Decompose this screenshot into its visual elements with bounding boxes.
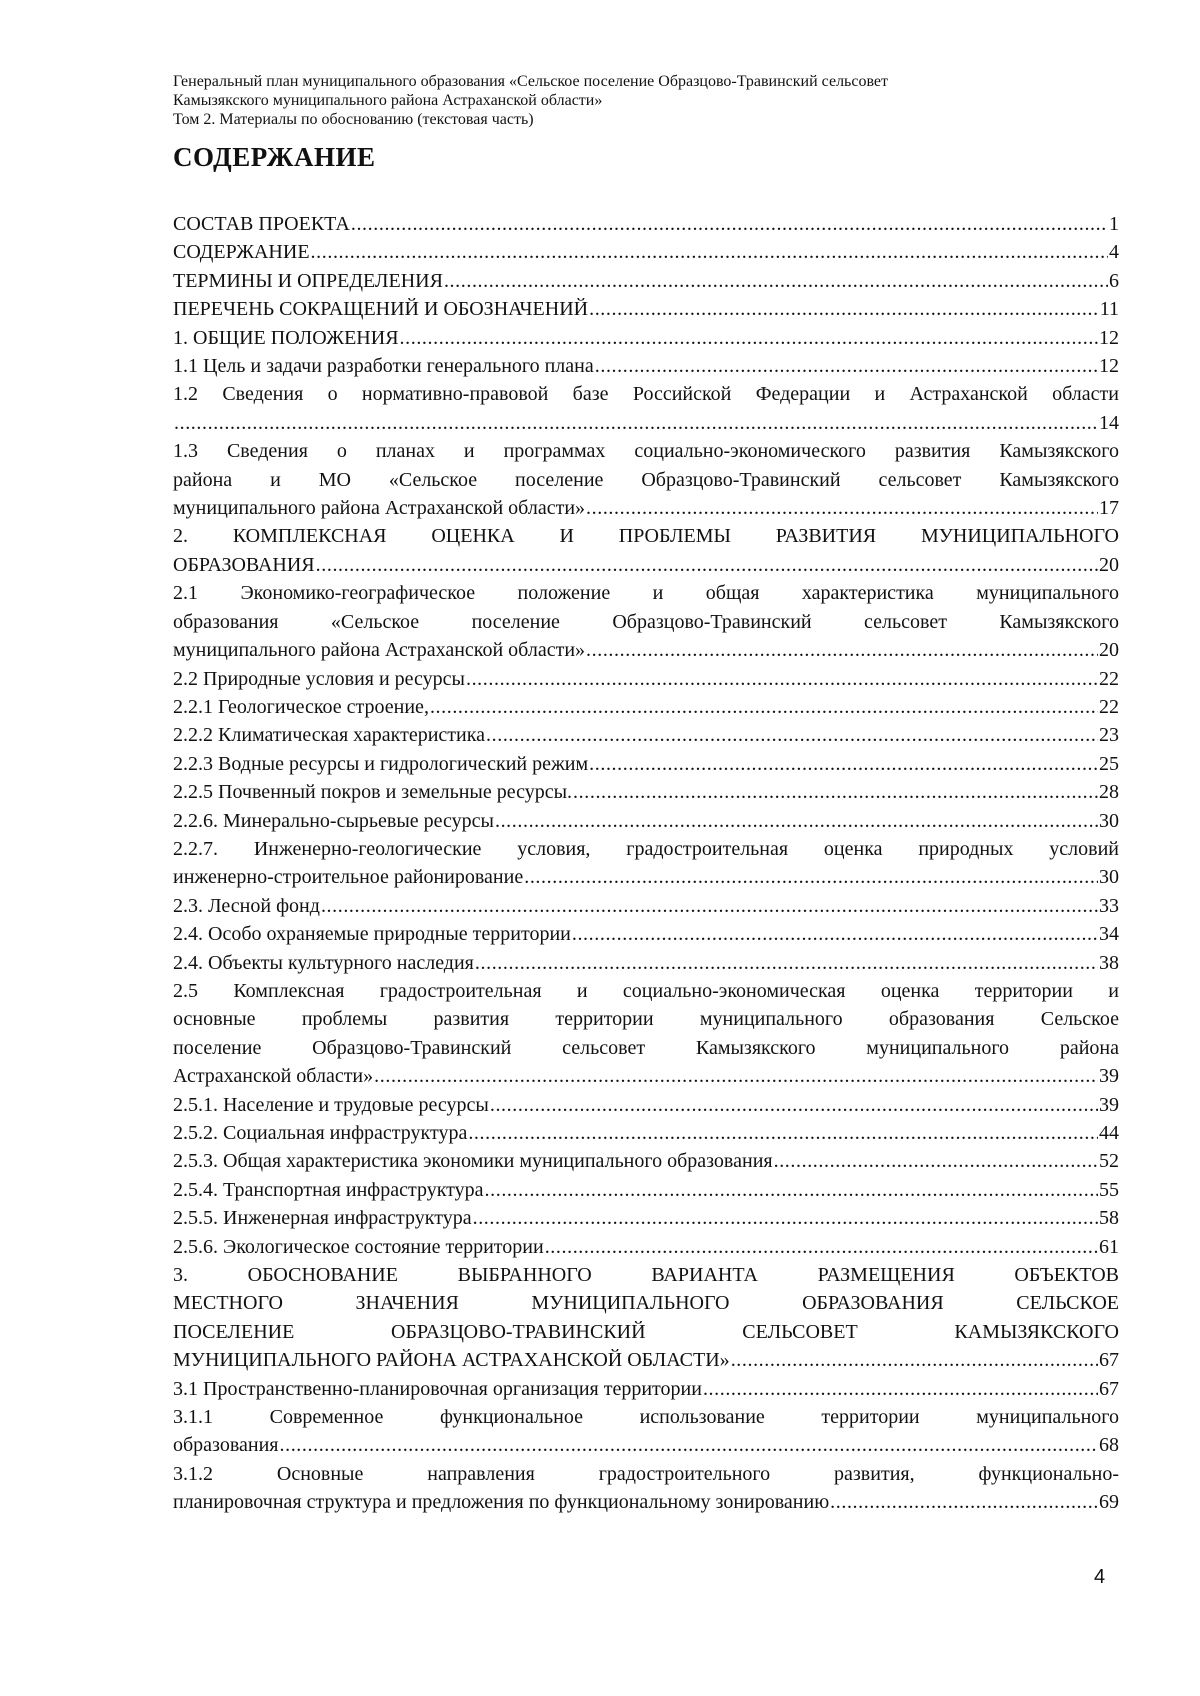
toc-entry-page: 68 xyxy=(1099,1434,1119,1457)
toc-entry-page: 20 xyxy=(1099,639,1119,662)
toc-entry-title: 2.5.1. Население и трудовые ресурсы xyxy=(173,1093,489,1116)
toc-entry-line: 2.2.7. Инженерно-геологические условия, градостроительная оценка природных условий xyxy=(173,837,1119,860)
toc-entry-page: 52 xyxy=(1099,1150,1119,1173)
toc-leader-dots xyxy=(524,863,1098,891)
toc-leader-dots xyxy=(495,807,1098,835)
toc-leader-dots xyxy=(589,295,1099,323)
toc-entry-title: СОДЕРЖАНИЕ xyxy=(173,241,310,264)
toc-entry[interactable] xyxy=(173,210,1119,238)
toc-leader-dots xyxy=(703,1375,1098,1403)
toc-entry[interactable] xyxy=(173,267,1119,295)
toc-entry-last-line xyxy=(173,1176,1119,1204)
toc-entry-title: 2.2.1 Геологическое строение, xyxy=(173,695,429,718)
toc-entry-title: СОСТАВ ПРОЕКТА xyxy=(173,213,350,235)
toc-entry-title: 2.4. Особо охраняемые природные территории xyxy=(173,923,571,946)
toc-entry-page: 11 xyxy=(1099,298,1119,321)
toc-entry-last-line xyxy=(173,807,1119,835)
toc-entry-title: 3.1 Пространственно-планировочная организация территории xyxy=(173,1377,702,1400)
toc-leader-dots xyxy=(545,1233,1098,1261)
table-of-contents xyxy=(173,210,1119,1517)
toc-leader-dots xyxy=(573,778,1098,806)
toc-entry[interactable] xyxy=(173,1147,1119,1175)
toc-entry-last-line xyxy=(173,1119,1119,1147)
toc-entry-line: основные проблемы развития территории муниципального образования Сельское xyxy=(173,1008,1119,1031)
toc-entry-title: 2.5.3. Общая характеристика экономики муниципального образования xyxy=(173,1150,773,1173)
document-header xyxy=(173,72,1123,129)
toc-entry-line: района и МО «Сельское поселение Образцово-Травинский сельсовет Камызякского xyxy=(173,468,1119,491)
toc-leader-dots xyxy=(774,1147,1098,1175)
toc-entry-last-line xyxy=(173,665,1119,693)
toc-entry-page: 30 xyxy=(1099,809,1119,832)
toc-leader-dots xyxy=(466,665,1098,693)
toc-entry-page: 61 xyxy=(1099,1235,1119,1258)
toc-entry-title: 2.2.2 Климатическая характеристика xyxy=(173,724,486,747)
toc-leader-dots xyxy=(595,352,1098,380)
toc-entry-page: 12 xyxy=(1099,355,1119,378)
toc-leader-dots xyxy=(374,1062,1098,1090)
toc-entry-title: 2.2.5 Почвенный покров и земельные ресурсы. xyxy=(173,781,573,804)
toc-entry-last-line xyxy=(173,1488,1119,1516)
toc-leader-dots xyxy=(321,892,1098,920)
toc-entry[interactable] xyxy=(173,807,1119,835)
toc-entry-title: 2.2.3 Водные ресурсы и гидрологический режим xyxy=(173,752,589,775)
toc-entry-last-line xyxy=(173,1062,1119,1090)
toc-leader-dots xyxy=(316,551,1098,579)
toc-entry[interactable] xyxy=(173,1176,1119,1204)
toc-entry-last-line xyxy=(173,721,1119,749)
toc-entry-line: 2.1 Экономико-географическое положение и общая характеристика муниципального xyxy=(173,582,1119,605)
toc-leader-dots xyxy=(731,1346,1098,1374)
toc-entry-page: 44 xyxy=(1099,1122,1119,1144)
toc-entry-page: 67 xyxy=(1099,1377,1119,1400)
toc-entry-title: 1.1 Цель и задачи разработки генерального плана xyxy=(173,355,594,378)
toc-entry-page: 58 xyxy=(1099,1207,1119,1230)
toc-entry[interactable] xyxy=(173,295,1119,323)
toc-entry-last-line xyxy=(173,636,1119,664)
toc-entry-line: 3.1.2 Основные направления градостроительного развития, функционально- xyxy=(173,1462,1119,1485)
toc-entry-last-line xyxy=(173,1091,1119,1119)
toc-entry-line: 3. ОБОСНОВАНИЕ ВЫБРАННОГО ВАРИАНТА РАЗМЕЩЕНИЯ ОБЪЕКТОВ xyxy=(173,1264,1119,1287)
toc-entry-last-line xyxy=(173,238,1119,266)
toc-leader-dots xyxy=(473,1204,1098,1232)
toc-entry-page: 28 xyxy=(1099,781,1119,804)
toc-entry-title: муниципального района Астраханской области» xyxy=(173,497,586,520)
toc-entry-last-line xyxy=(173,324,1119,352)
toc-entry-page: 30 xyxy=(1099,866,1119,889)
toc-entry[interactable] xyxy=(173,665,1119,693)
toc-entry-title: муниципального района Астраханской области» xyxy=(173,639,586,662)
toc-entry-last-line xyxy=(173,949,1119,977)
toc-entry[interactable] xyxy=(173,892,1119,920)
toc-leader-dots xyxy=(430,693,1098,721)
toc-entry-page: 23 xyxy=(1099,724,1119,747)
page-number: 4 xyxy=(1094,1566,1106,1588)
toc-entry-page: 34 xyxy=(1099,923,1119,946)
toc-entry-last-line xyxy=(173,750,1119,778)
toc-entry[interactable] xyxy=(173,949,1119,977)
toc-entry[interactable] xyxy=(173,380,1119,437)
toc-leader-dots xyxy=(586,636,1098,664)
toc-entry[interactable] xyxy=(173,750,1119,778)
toc-entry-page: 33 xyxy=(1099,894,1119,917)
toc-leader-dots xyxy=(486,721,1098,749)
toc-entry-page: 55 xyxy=(1099,1178,1119,1201)
toc-leader-dots xyxy=(311,238,1108,266)
toc-leader-dots xyxy=(490,1091,1098,1119)
toc-entry-last-line xyxy=(173,1233,1119,1261)
toc-entry-page: 4 xyxy=(1109,241,1119,264)
toc-entry-page: 39 xyxy=(1099,1065,1119,1088)
toc-entry-line: 1.2 Сведения о нормативно-правовой базе Российской Федерации и Астраханской области xyxy=(173,383,1119,406)
toc-entry-page: 22 xyxy=(1099,667,1119,690)
toc-leader-dots xyxy=(351,210,1108,238)
toc-entry-last-line xyxy=(173,693,1119,721)
toc-entry-page: 22 xyxy=(1099,695,1119,718)
toc-entry-title: 2.5.5. Инженерная инфраструктура xyxy=(173,1207,472,1230)
toc-entry[interactable] xyxy=(173,1233,1119,1261)
toc-leader-dots xyxy=(572,920,1098,948)
toc-entry-title: МУНИЦИПАЛЬНОГО РАЙОНА АСТРАХАНСКОЙ ОБЛАСТИ» xyxy=(173,1349,730,1372)
toc-entry-last-line xyxy=(173,863,1119,891)
toc-entry-last-line xyxy=(173,210,1119,238)
toc-entry[interactable] xyxy=(173,721,1119,749)
toc-entry-page: 69 xyxy=(1099,1491,1119,1514)
toc-entry-title: 2.5.2. Социальная инфраструктура xyxy=(173,1122,468,1144)
toc-entry-title: 2.5.6. Экологическое состояние территории xyxy=(173,1235,544,1258)
toc-entry[interactable] xyxy=(173,238,1119,266)
toc-entry-title: инженерно-строительное районирование xyxy=(173,866,524,889)
toc-leader-dots xyxy=(400,324,1098,352)
header-line-2: Камызякского муниципального района Астраханской области» xyxy=(173,92,603,109)
toc-entry[interactable] xyxy=(173,1204,1119,1232)
toc-leader-dots xyxy=(475,949,1098,977)
toc-entry-title: 2.4. Объекты культурного наследия xyxy=(173,951,474,974)
toc-entry-page: 14 xyxy=(1099,411,1119,434)
toc-entry-title: 2.2 Природные условия и ресурсы xyxy=(173,667,465,690)
toc-entry[interactable] xyxy=(173,977,1119,1091)
toc-entry[interactable] xyxy=(173,693,1119,721)
toc-entry-title: ОБРАЗОВАНИЯ xyxy=(173,553,315,576)
toc-entry[interactable] xyxy=(173,1375,1119,1403)
toc-leader-dots xyxy=(174,409,1098,437)
toc-entry-page: 17 xyxy=(1099,497,1119,520)
toc-entry-page: 12 xyxy=(1099,326,1119,349)
toc-entry-line: 2.5 Комплексная градостроительная и социально-экономическая оценка территории и xyxy=(173,979,1119,1002)
toc-leader-dots xyxy=(589,750,1098,778)
toc-entry-page: 25 xyxy=(1099,752,1119,775)
toc-entry[interactable] xyxy=(173,778,1119,806)
toc-leader-dots xyxy=(280,1431,1099,1459)
toc-entry-line: МЕСТНОГО ЗНАЧЕНИЯ МУНИЦИПАЛЬНОГО ОБРАЗОВАНИЯ СЕЛЬСКОЕ xyxy=(173,1292,1119,1315)
toc-entry-line: 2. КОМПЛЕКСНАЯ ОЦЕНКА И ПРОБЛЕМЫ РАЗВИТИЯ МУНИЦИПАЛЬНОГО xyxy=(173,525,1119,548)
toc-leader-dots xyxy=(586,494,1098,522)
toc-entry-line: образования «Сельское поселение Образцово-Травинский сельсовет Камызякского xyxy=(173,610,1119,633)
header-line-3: Том 2. Материалы по обоснованию (текстовая часть) xyxy=(173,111,534,128)
toc-leader-dots xyxy=(468,1119,1098,1147)
toc-entry[interactable] xyxy=(173,1261,1119,1375)
toc-entry-title: 1. ОБЩИЕ ПОЛОЖЕНИЯ xyxy=(173,326,399,349)
toc-entry[interactable] xyxy=(173,835,1119,892)
header-line-1: Генеральный план муниципального образования «Сельское поселение Образцово-Травинский сельсовет xyxy=(173,73,889,90)
toc-entry-title: образования xyxy=(173,1434,279,1457)
toc-entry-page: 1 xyxy=(1109,213,1119,235)
toc-entry-line: 3.1.1 Современное функциональное использование территории муниципального xyxy=(173,1406,1119,1429)
toc-entry-last-line xyxy=(173,1375,1119,1403)
toc-entry-page: 6 xyxy=(1109,269,1119,292)
toc-entry-last-line xyxy=(173,551,1119,579)
toc-entry-line: 1.3 Сведения о планах и программах социально-экономического развития Камызякского xyxy=(173,440,1119,463)
toc-entry[interactable] xyxy=(173,437,1119,522)
toc-entry-last-line xyxy=(173,778,1119,806)
toc-entry-page: 20 xyxy=(1099,553,1119,576)
toc-entry[interactable] xyxy=(173,522,1119,579)
toc-entry-last-line xyxy=(173,920,1119,948)
toc-entry-page: 39 xyxy=(1099,1093,1119,1116)
toc-entry-title: 2.2.6. Минерально-сырьевые ресурсы xyxy=(173,809,494,832)
toc-entry-last-line xyxy=(173,892,1119,920)
toc-entry-page: 38 xyxy=(1099,951,1119,974)
toc-entry-last-line xyxy=(173,409,1119,437)
toc-entry-last-line xyxy=(173,1204,1119,1232)
toc-heading: СОДЕРЖАНИЕ xyxy=(173,142,376,172)
toc-entry-last-line xyxy=(173,1431,1119,1459)
toc-entry[interactable] xyxy=(173,324,1119,352)
toc-entry-last-line xyxy=(173,295,1119,323)
toc-entry-title: ПЕРЕЧЕНЬ СОКРАЩЕНИЙ И ОБОЗНАЧЕНИЙ xyxy=(173,298,589,321)
toc-entry-line: поселение Образцово-Травинский сельсовет Камызякского муниципального района xyxy=(173,1036,1119,1059)
toc-entry-last-line xyxy=(173,1346,1119,1374)
toc-leader-dots xyxy=(830,1488,1098,1516)
toc-entry-page: 67 xyxy=(1099,1349,1119,1372)
toc-entry[interactable] xyxy=(173,579,1119,664)
toc-entry-title: 2.5.4. Транспортная инфраструктура xyxy=(173,1178,484,1201)
toc-entry[interactable] xyxy=(173,1460,1119,1517)
toc-entry-last-line xyxy=(173,1147,1119,1175)
toc-entry-last-line xyxy=(173,267,1119,295)
toc-entry-title: планировочная структура и предложения по функциональному зонированию xyxy=(173,1491,830,1514)
toc-entry[interactable] xyxy=(173,1091,1119,1119)
toc-entry-title: ТЕРМИНЫ И ОПРЕДЕЛЕНИЯ xyxy=(173,269,443,292)
toc-entry-last-line xyxy=(173,352,1119,380)
toc-entry-title: Астраханской области» xyxy=(173,1065,374,1088)
toc-leader-dots xyxy=(485,1176,1098,1204)
toc-entry-title: 2.3. Лесной фонд xyxy=(173,894,320,917)
toc-entry[interactable] xyxy=(173,1119,1119,1147)
toc-entry[interactable] xyxy=(173,352,1119,380)
toc-entry[interactable] xyxy=(173,920,1119,948)
toc-entry[interactable] xyxy=(173,1403,1119,1460)
toc-leader-dots xyxy=(444,267,1108,295)
toc-entry-line: ПОСЕЛЕНИЕ ОБРАЗЦОВО-ТРАВИНСКИЙ СЕЛЬСОВЕТ КАМЫЗЯКСКОГО xyxy=(173,1320,1119,1343)
toc-entry-last-line xyxy=(173,494,1119,522)
